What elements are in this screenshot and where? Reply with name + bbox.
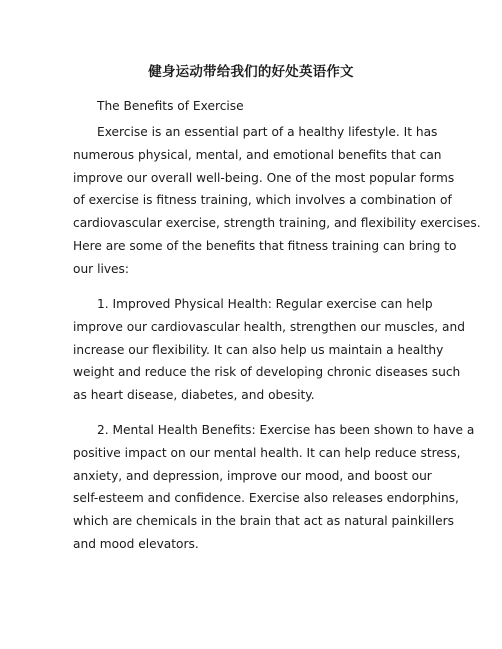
text-line: 1. Improved Physical Health: Regular exercise can help bbox=[97, 297, 433, 311]
text-line: positive impact on our mental health. It can help reduce stress, bbox=[73, 445, 461, 460]
text-line: increase our flexibility. It can also help us maintain a healthy bbox=[73, 342, 444, 357]
text-line: cardiovascular exercise, strength training, and flexibility exercises. bbox=[73, 216, 481, 231]
text-line: anxiety, and depression, improve our mood, and boost our bbox=[73, 468, 432, 483]
paragraph-physical-health bbox=[73, 293, 465, 407]
paragraph-mental-health bbox=[73, 419, 475, 556]
text-line: and mood elevators. bbox=[73, 536, 199, 551]
text-line: 2. Mental Health Benefits: Exercise has been shown to have a bbox=[97, 423, 475, 437]
text-line: Exercise is an essential part of a healthy lifestyle. It has bbox=[97, 125, 438, 139]
text-line: weight and reduce the risk of developing chronic diseases such bbox=[73, 365, 461, 380]
text-line: numerous physical, mental, and emotional benefits that can bbox=[73, 147, 442, 162]
text-line: which are chemicals in the brain that act as natural painkillers bbox=[73, 514, 454, 529]
text-line: of exercise is fitness training, which involves a combination of bbox=[73, 193, 452, 208]
text-line: improve our overall well-being. One of the most popular forms bbox=[73, 170, 455, 185]
text-line: improve our cardiovascular health, strengthen our muscles, and bbox=[73, 319, 465, 334]
text-line: Here are some of the benefits that fitness training can bring to bbox=[73, 238, 457, 253]
document-title: 健身运动带给我们的好处英语作文 bbox=[148, 64, 354, 80]
text-line: self-esteem and confidence. Exercise also releases endorphins, bbox=[73, 491, 459, 506]
text-line: as heart disease, diabetes, and obesity. bbox=[73, 388, 315, 403]
paragraph-intro bbox=[73, 121, 481, 281]
text-line: our lives: bbox=[73, 261, 130, 276]
essay-subtitle: The Benefits of Exercise bbox=[97, 99, 244, 113]
